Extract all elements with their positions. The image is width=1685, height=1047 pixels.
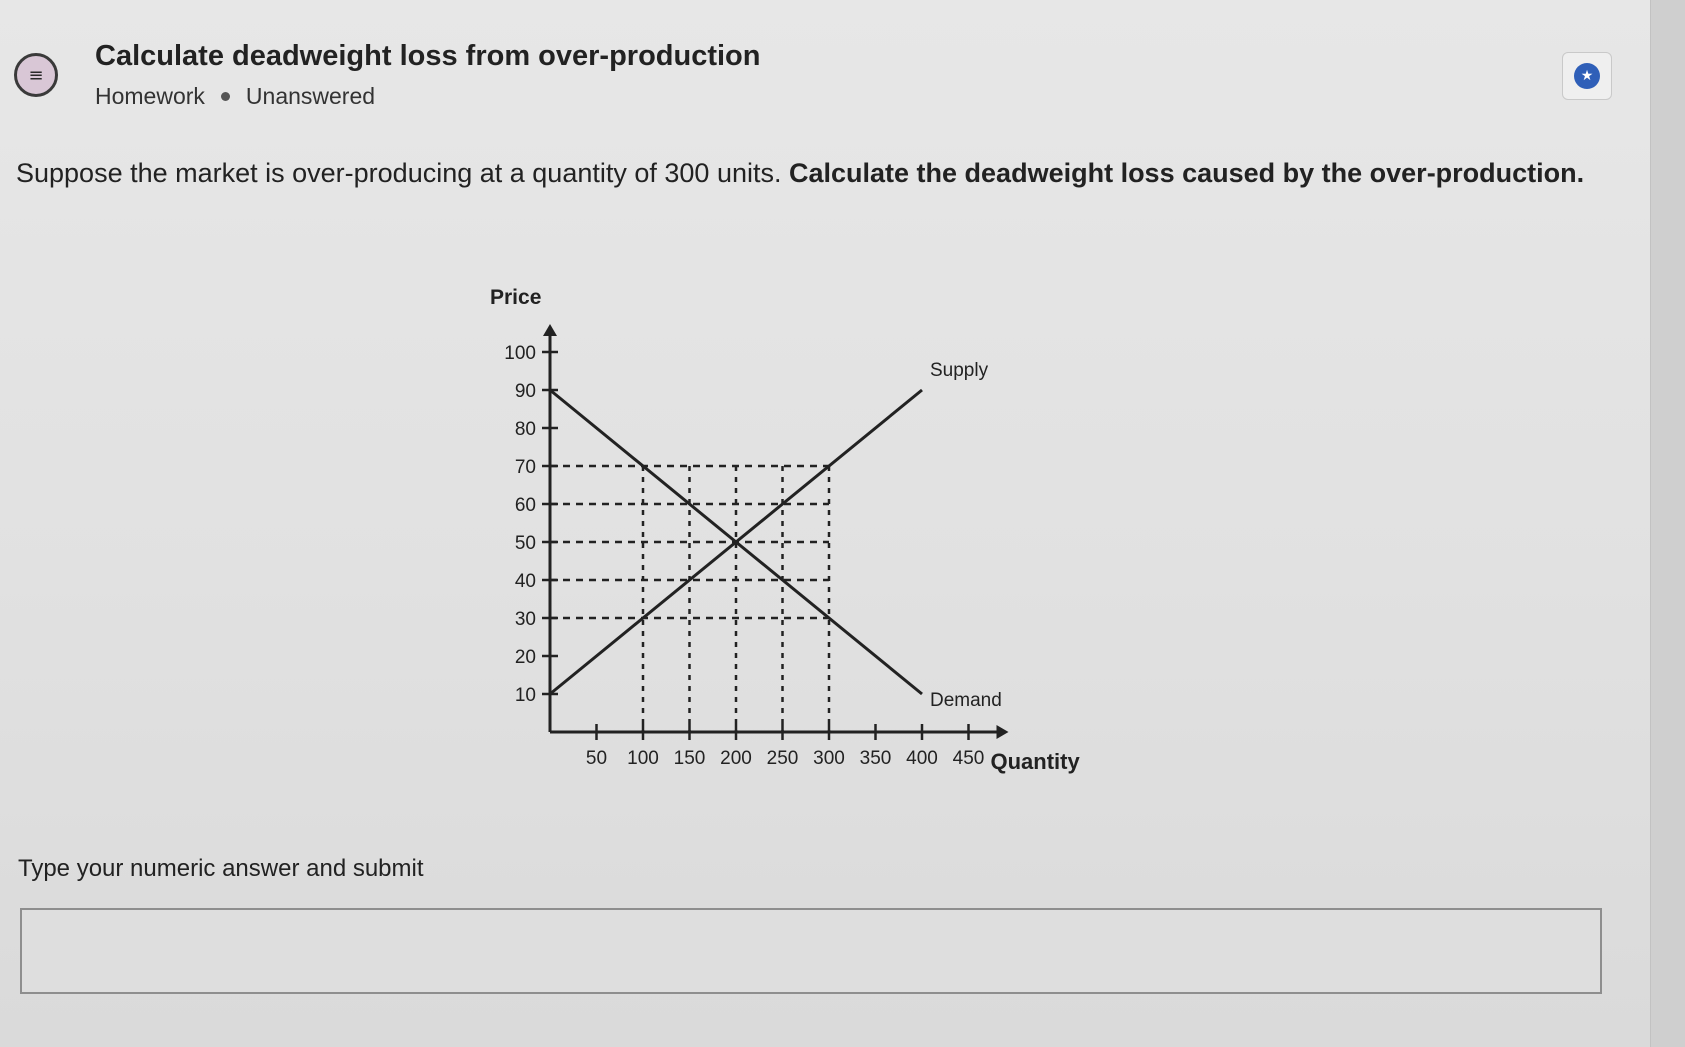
answer-label: Type your numeric answer and submit — [18, 855, 424, 882]
x-tick-label-400: 400 — [906, 748, 938, 769]
question-meta — [95, 83, 375, 110]
supply-demand-chart — [470, 260, 1110, 800]
x-tick-label-450: 450 — [952, 748, 985, 769]
x-tick-label-200: 200 — [720, 748, 752, 769]
y-axis-title: Price — [490, 286, 542, 309]
bookmark-button[interactable] — [1562, 52, 1612, 100]
x-tick-label-100: 100 — [627, 748, 659, 769]
answer-input[interactable] — [20, 908, 1602, 994]
question-bold: Calculate the deadweight loss caused by the over-production. — [789, 158, 1585, 188]
question-plain: Suppose the market is over-producing at a quantity of — [16, 158, 657, 188]
x-tick-label-250: 250 — [766, 748, 799, 769]
x-tick-label-50: 50 — [585, 748, 608, 769]
separator-dot — [221, 92, 230, 101]
y-tick-label-40: 40 — [514, 571, 536, 592]
x-tick-label-350: 350 — [859, 748, 892, 769]
star-icon: ★ — [1574, 63, 1600, 89]
x-axis-arrow — [997, 725, 1009, 739]
question-text — [16, 158, 1584, 189]
status-label: Unanswered — [245, 83, 376, 109]
question-quantity: 300 units. — [664, 158, 782, 188]
y-axis-arrow — [543, 324, 557, 336]
scrollbar-track[interactable] — [1650, 0, 1685, 1047]
list-bubble-icon: ≡ — [14, 53, 58, 97]
supply-label: Supply — [930, 360, 989, 381]
x-tick-label-300: 300 — [813, 748, 845, 769]
y-tick-label-50: 50 — [514, 533, 536, 554]
demand-label: Demand — [930, 690, 1002, 711]
y-tick-label-100: 100 — [504, 343, 536, 364]
y-tick-label-80: 80 — [514, 419, 536, 440]
x-axis-title: Quantity — [990, 749, 1080, 774]
y-tick-label-10: 10 — [514, 685, 536, 706]
y-tick-label-90: 90 — [514, 381, 536, 402]
page-title: Calculate deadweight loss from over-production — [95, 40, 761, 72]
y-tick-label-60: 60 — [514, 495, 536, 516]
y-tick-label-20: 20 — [514, 647, 536, 668]
y-tick-label-70: 70 — [514, 457, 536, 478]
y-tick-label-30: 30 — [514, 609, 536, 630]
x-tick-label-150: 150 — [673, 748, 706, 769]
category-label: Homework — [95, 83, 205, 109]
